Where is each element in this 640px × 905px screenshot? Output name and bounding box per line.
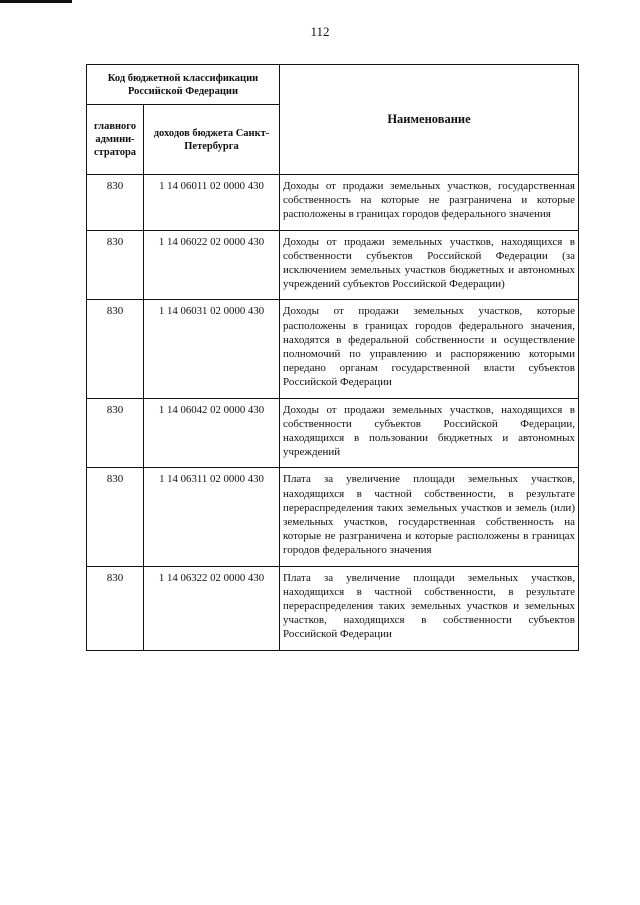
revenue-code-cell: 1 14 06042 02 0000 430 xyxy=(144,398,280,468)
table-row xyxy=(87,175,579,231)
header-admin: главного админи-стратора xyxy=(87,105,144,175)
admin-code-cell: 830 xyxy=(87,468,144,566)
admin-code-cell: 830 xyxy=(87,300,144,398)
name-cell: Плата за увеличение площади земельных участков, находящихся в частной собственности, в результате перераспределения таких земельных участков и земельных участков, находящихся в собственности субъектов Российской Федерации xyxy=(280,566,579,650)
name-cell: Доходы от продажи земельных участков, находящихся в собственности субъектов Российской Федерации (за исключением земельных участков бюджетных и автономных учреждений субъектов Российской Федерации) xyxy=(280,230,579,300)
budget-classification-table xyxy=(86,64,579,651)
page-number: 112 xyxy=(310,24,330,39)
table-row xyxy=(87,398,579,468)
admin-code-cell: 830 xyxy=(87,230,144,300)
revenue-code-cell: 1 14 06022 02 0000 430 xyxy=(144,230,280,300)
table-row xyxy=(87,300,579,398)
header-name: Наименование xyxy=(280,65,579,175)
table-row xyxy=(87,468,579,566)
admin-code-cell: 830 xyxy=(87,398,144,468)
revenue-code-cell: 1 14 06322 02 0000 430 xyxy=(144,566,280,650)
revenue-code-cell: 1 14 06311 02 0000 430 xyxy=(144,468,280,566)
header-classification-code: Код бюджетной классификации Российской Федерации xyxy=(87,65,280,105)
name-cell: Доходы от продажи земельных участков, которые расположены в границах городов федерального значения, находятся в федеральной собственности и осуществление полномочий по управлению и распоряжению которыми передано органам государственной власти субъектов Российской Федерации xyxy=(280,300,579,398)
revenue-code-cell: 1 14 06031 02 0000 430 xyxy=(144,300,280,398)
name-cell: Доходы от продажи земельных участков, государственная собственность на которые не разграничена и которые расположены в границах городов федерального значения xyxy=(280,175,579,231)
table-row xyxy=(87,230,579,300)
scan-corner-mark xyxy=(0,0,72,3)
admin-code-cell: 830 xyxy=(87,566,144,650)
header-revenue: доходов бюджета Санкт-Петербурга xyxy=(144,105,280,175)
name-cell: Плата за увеличение площади земельных участков, находящихся в частной собственности, в результате перераспределения таких земельных участков и земель (или) земельных участков, государственная собственность на которые не разграничена и которые расположены в границах городов федерального значения xyxy=(280,468,579,566)
table-row xyxy=(87,566,579,650)
name-cell: Доходы от продажи земельных участков, находящихся в собственности субъектов Российской Федерации, находящихся в пользовании бюджетных и автономных учреждений xyxy=(280,398,579,468)
revenue-code-cell: 1 14 06011 02 0000 430 xyxy=(144,175,280,231)
admin-code-cell: 830 xyxy=(87,175,144,231)
